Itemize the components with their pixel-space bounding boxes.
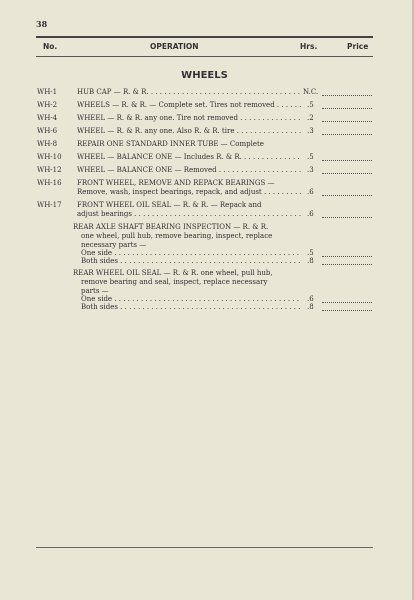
section-title: WHEELS — [181, 70, 228, 81]
operation-hours: .6 — [307, 295, 314, 303]
rear-seal-title: REAR WHEEL OIL SEAL — R. & R. one wheel, pull hub, — [73, 269, 273, 277]
price-blank — [322, 217, 372, 218]
operation-hours: .6 — [307, 188, 314, 196]
price-blank — [322, 121, 372, 122]
operation-hours: .5 — [307, 101, 314, 109]
price-blank — [322, 95, 372, 96]
price-blank — [322, 108, 372, 109]
operation-description: WHEEL — R. & R. any one. Also R. & R. tire . . . — [77, 126, 302, 137]
column-header-price: Price — [347, 42, 369, 51]
price-blank — [322, 302, 372, 303]
operation-code: WH-2 — [37, 101, 58, 109]
operation-description-continued: adjust bearings . . . — [77, 209, 302, 220]
price-blank — [322, 134, 372, 135]
top-rule — [36, 36, 373, 38]
price-blank — [322, 195, 372, 196]
column-header-no: No. — [43, 42, 58, 51]
one-side-label: One side . . . — [81, 248, 302, 259]
operation-description: FRONT WHEEL OIL SEAL — R. & R. — Repack and — [77, 201, 262, 209]
page-number: 38 — [36, 19, 48, 29]
rear-axle-title: REAR AXLE SHAFT BEARING INSPECTION — R. & R. — [73, 223, 269, 231]
header-rule — [36, 56, 373, 57]
operation-hours: .3 — [307, 127, 314, 135]
operation-code: WH-10 — [37, 153, 62, 161]
operation-description: FRONT WHEEL, REMOVE AND REPACK BEARINGS — — [77, 179, 275, 187]
operation-code: WH-4 — [37, 114, 58, 122]
rear-axle-line2: one wheel, pull hub, remove bearing, inspect, replace — [81, 232, 273, 240]
operation-description: WHEELS — R. & R. — Complete set. Tires not removed . . . — [77, 100, 302, 111]
operation-hours: .2 — [307, 114, 314, 122]
operation-hours: .6 — [307, 210, 314, 218]
price-blank — [322, 256, 372, 257]
price-blank — [322, 310, 372, 311]
column-header-hrs: Hrs. — [300, 42, 318, 51]
operation-code: WH-6 — [37, 127, 58, 135]
price-blank — [322, 160, 372, 161]
operation-code: WH-16 — [37, 179, 62, 187]
operation-description: HUB CAP — R. & R. . . . — [77, 87, 302, 98]
operation-hours: N.C. — [303, 88, 319, 96]
operation-hours: .8 — [307, 303, 314, 311]
operation-code: WH-1 — [37, 88, 58, 96]
rear-seal-line2: remove bearing and seal, inspect, replace necessary — [81, 278, 268, 286]
rear-seal-line3: parts — — [81, 287, 109, 295]
operation-description: WHEEL — R. & R. any one. Tire not removed . . . — [77, 113, 302, 124]
rear-axle-line3: necessary parts — — [81, 241, 147, 249]
operation-description: REPAIR ONE STANDARD INNER TUBE — Complete — [77, 140, 264, 148]
operation-code: WH-12 — [37, 166, 62, 174]
both-sides-label: Both sides . . . — [81, 256, 302, 267]
operation-description: WHEEL — BALANCE ONE — Removed . . . — [77, 165, 302, 176]
bottom-rule — [36, 547, 373, 548]
one-side-label: One side . . . — [81, 294, 302, 305]
operation-hours: .5 — [307, 249, 314, 257]
both-sides-label: Both sides . . . — [81, 302, 302, 313]
operation-hours: .3 — [307, 166, 314, 174]
operation-hours: .5 — [307, 153, 314, 161]
column-header-operation: OPERATION — [150, 42, 199, 51]
operation-code: WH-17 — [37, 201, 62, 209]
operation-description-continued: Remove, wash, inspect bearings, repack, and adjust . . . — [77, 187, 302, 198]
operation-code: WH-8 — [37, 140, 58, 148]
operation-hours: .8 — [307, 257, 314, 265]
price-blank — [322, 173, 372, 174]
price-blank — [322, 264, 372, 265]
operation-description: WHEEL — BALANCE ONE — Includes R. & R. . . . — [77, 152, 302, 163]
